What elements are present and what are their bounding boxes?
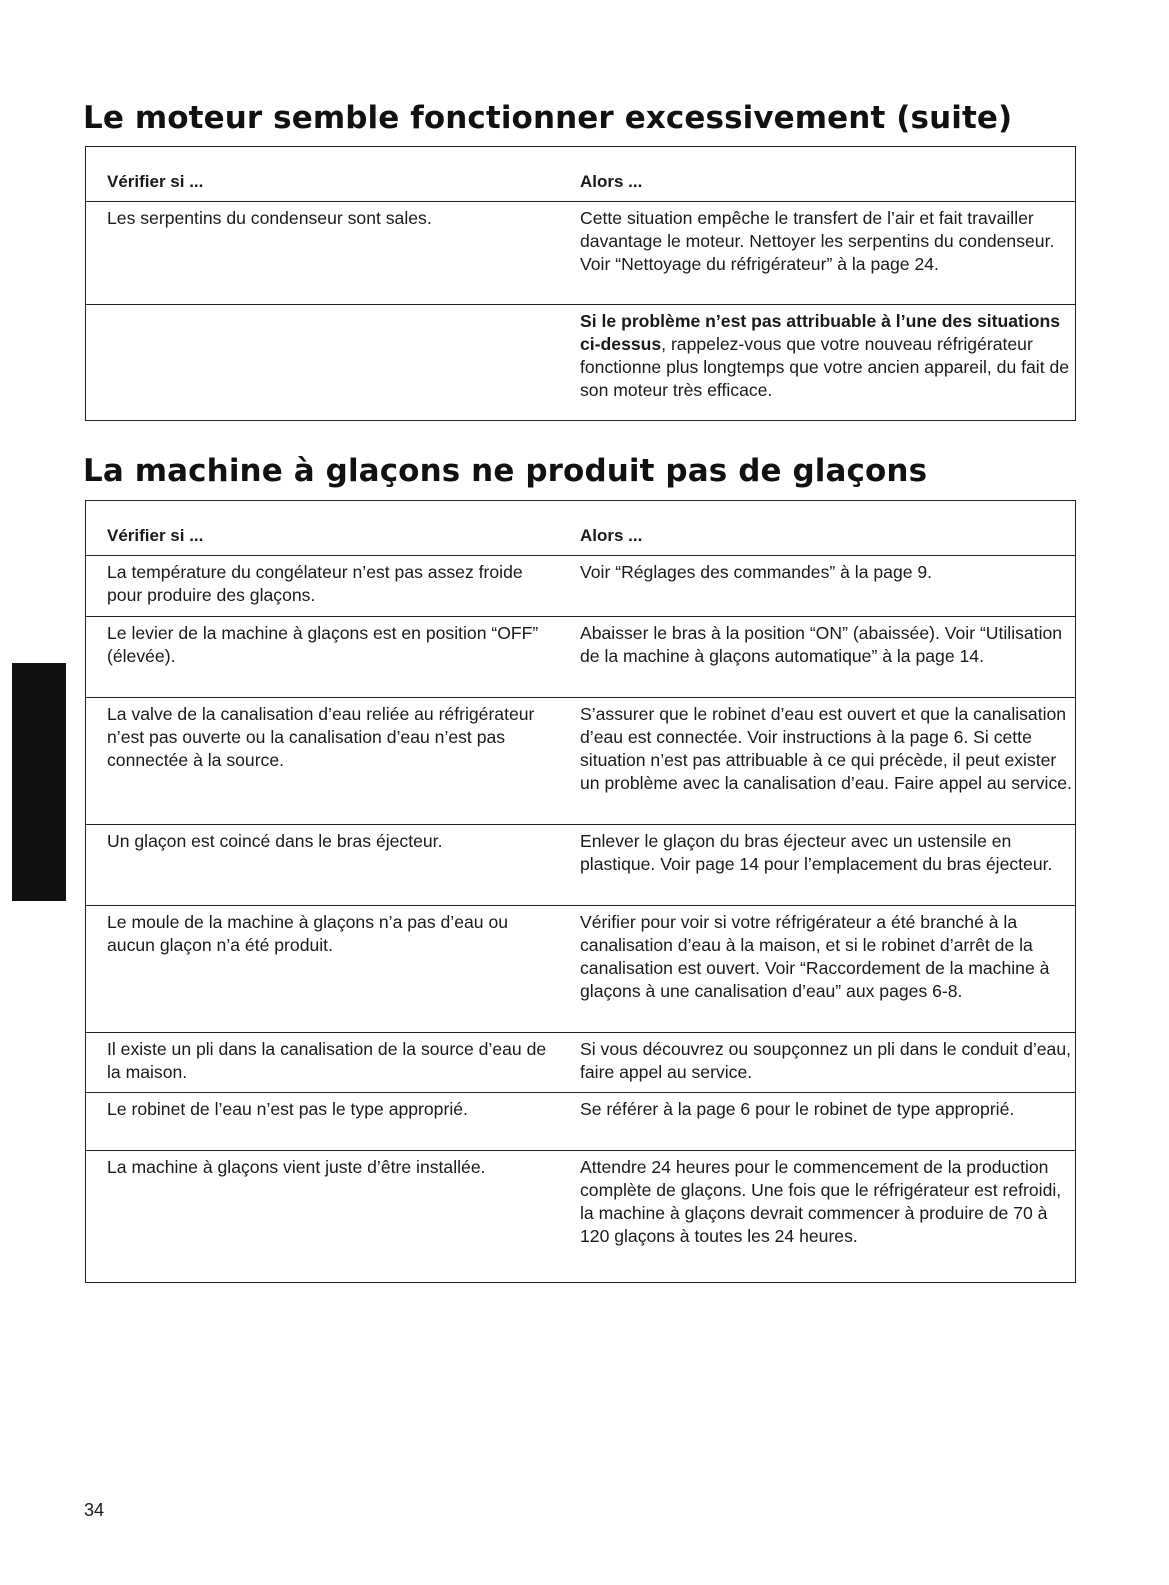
column-header-then: Alors ... [580, 526, 643, 545]
section-title-motor: Le moteur semble fonctionner excessivement (suite) [83, 100, 1013, 136]
check-cell: La valve de la canalisation d’eau reliée au réfrigérateur n’est pas ouverte ou la canalisation d’eau n’est pas connectée à la source. [107, 704, 535, 770]
troubleshooting-table-icemaker [85, 500, 1076, 1283]
then-cell: Vérifier pour voir si votre réfrigérateur a été branché à la canalisation d’eau à la maison, et si le robinet d’arrêt de la canalisation est ouvert. Voir “Raccordement de la machine à glaçons à une canalisation d’eau” aux pages 6-8. [580, 912, 1050, 1001]
check-cell: Le moule de la machine à glaçons n’a pas d’eau ou aucun glaçon n’a été produit. [107, 912, 509, 955]
then-cell: Attendre 24 heures pour le commencement de la production complète de glaçons. Une fois que le réfrigérateur est refroidi, la machine à glaçons devrait commencer à produire de 70 à 120 glaçons à toutes les 24 heures. [580, 1157, 1062, 1246]
then-cell: Enlever le glaçon du bras éjecteur avec un ustensile en plastique. Voir page 14 pour l’emplacement du bras éjecteur. [580, 831, 1053, 874]
table-row [86, 1092, 1075, 1150]
then-cell-bold-lead: Si le problème n’est pas attribuable à l’une des situations ci-dessus [580, 311, 1061, 354]
then-cell: Si vous découvrez ou soupçonnez un pli dans le conduit d’eau, faire appel au service. [580, 1039, 1072, 1082]
table-row [86, 1150, 1075, 1282]
then-cell-text: , rappelez-vous que votre nouveau réfrigérateur fonctionne plus longtemps que votre ancien appareil, du fait de son moteur très efficace. [580, 334, 1070, 400]
then-cell: Abaisser le bras à la position “ON” (abaissée). Voir “Utilisation de la machine à glaçons automatique” à la page 14. [580, 623, 1063, 666]
check-cell: Le levier de la machine à glaçons est en position “OFF” (élevée). [107, 623, 539, 666]
table-row [86, 1032, 1075, 1092]
check-cell [86, 310, 559, 412]
troubleshooting-table-motor [85, 146, 1076, 421]
section-title-icemaker: La machine à glaçons ne produit pas de glaçons [83, 453, 928, 489]
table-row [86, 304, 1075, 420]
then-cell: Se référer à la page 6 pour le robinet de type approprié. [580, 1099, 1015, 1119]
table-row [86, 697, 1075, 824]
check-cell: Un glaçon est coincé dans le bras éjecteur. [107, 831, 443, 851]
check-cell: La température du congélateur n’est pas assez froide pour produire des glaçons. [107, 562, 523, 605]
column-header-then: Alors ... [580, 172, 643, 191]
then-cell: Cette situation empêche le transfert de l’air et fait travailler davantage le moteur. Nettoyer les serpentins du condenseur. Voir “Nettoyage du réfrigérateur” à la page 24. [580, 208, 1055, 274]
column-header-check: Vérifier si ... [107, 172, 204, 191]
check-cell: La machine à glaçons vient juste d’être installée. [107, 1157, 486, 1177]
check-cell: Les serpentins du condenseur sont sales. [107, 208, 432, 228]
table-row [86, 201, 1075, 304]
then-cell: S’assurer que le robinet d’eau est ouvert et que la canalisation d’eau est connectée. Voir instructions à la page 6. Si cette situation n’est pas attribuable à ce qui précède, il peut exister un problème avec la canalisation d’eau. Faire appel au service. [580, 704, 1072, 793]
table-row [86, 824, 1075, 905]
check-cell: Il existe un pli dans la canalisation de la source d’eau de la maison. [107, 1039, 547, 1082]
then-cell: Voir “Réglages des commandes” à la page 9. [580, 562, 933, 582]
then-cell [559, 310, 1074, 412]
column-header-check: Vérifier si ... [107, 526, 204, 545]
table-header-row [86, 501, 1075, 555]
table-row [86, 555, 1075, 616]
table-row [86, 616, 1075, 697]
section-thumb-tab [12, 663, 66, 901]
page-number: 34 [84, 1500, 105, 1520]
check-cell: Le robinet de l’eau n’est pas le type approprié. [107, 1099, 468, 1119]
table-header-row [86, 147, 1075, 201]
table-row [86, 905, 1075, 1032]
